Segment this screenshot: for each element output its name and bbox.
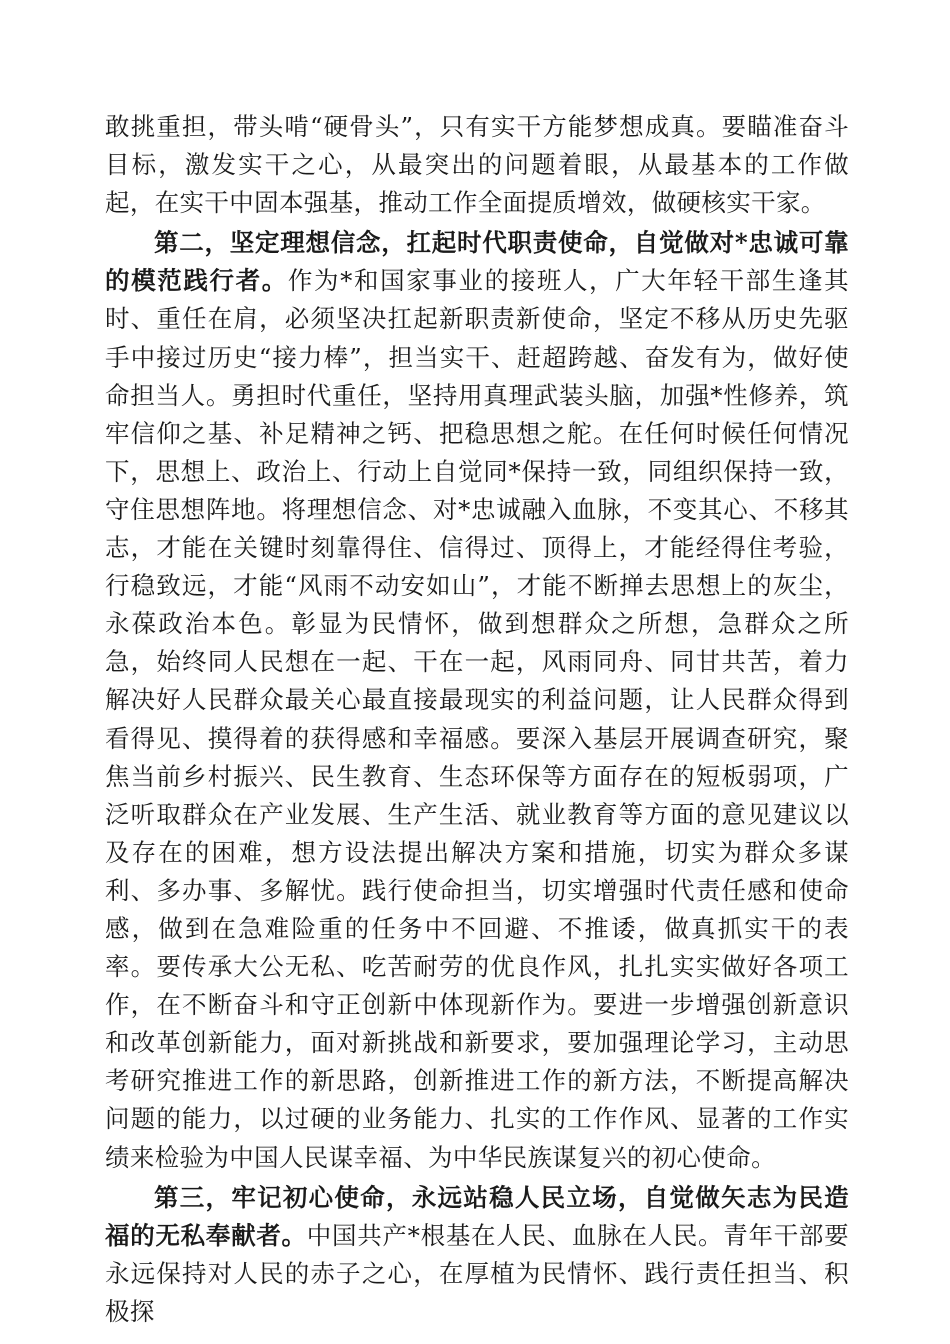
paragraph-body: 中国共产*根基在人民、血脉在人民。青年干部要永远保持对人民的赤子之心，在厚植为民情怀、践行责任担当、积极探	[105, 1220, 849, 1326]
paragraph-continuation	[105, 108, 849, 222]
paragraph-body: 敢挑重担，带头啃“硬骨头”，只有实干方能梦想成真。要瞄准奋斗目标，激发实干之心，从最突出的问题着眼，从最基本的工作做起，在实干中固本强基，推动工作全面提质增效，做硬核实干家。	[105, 112, 849, 218]
paragraph-heading: 第二，坚定理想信念，扛起时代职责使命，自觉做对*忠诚可靠的模范践行者。	[105, 228, 849, 296]
paragraph-third-point	[105, 1179, 849, 1331]
paragraph-heading: 第三，牢记初心使命，永远站稳人民立场，自觉做矢志为民造福的无私奉献者。	[105, 1182, 849, 1250]
document-body	[105, 108, 849, 1331]
paragraph-second-point	[105, 224, 849, 1176]
paragraph-body: 作为*和国家事业的接班人，广大年轻干部生逢其时、重任在肩，必须坚决扛起新职责新使命，坚定不移从历史先驱手中接过历史“接力棒”，担当实干、赶超跨越、奋发有为，做好使命担当人。勇担时代重任，坚持用真理武装头脑，加强*性修养，筑牢信仰之基、补足精神之钙、把稳思想之舵。在任何时候任何情况下，思想上、政治上、行动上自觉同*保持一致，同组织保持一致，守住思想阵地。将理想信念、对*忠诚融入血脉，不变其心、不移其志，才能在关键时刻靠得住、信得过、顶得上，才能经得住考验，行稳致远，才能“风雨不动安如山”，才能不断掸去思想上的灰尘，永葆政治本色。彰显为民情怀，做到想群众之所想，急群众之所急，始终同人民想在一起、干在一起，风雨同舟、同甘共苦，着力解决好人民群众最关心最直接最现实的利益问题，让人民群众得到看得见、摸得着的获得感和幸福感。要深入基层开展调查研究，聚焦当前乡村振兴、民生教育、生态环保等方面存在的短板弱项，广泛听取群众在产业发展、生产生活、就业教育等方面的意见建议以及存在的困难，想方设法提出解决方案和措施，切实为群众多谋利、多办事、多解忧。践行使命担当，切实增强时代责任感和使命感，做到在急难险重的任务中不回避、不推诿，做真抓实干的表率。要传承大公无私、吃苦耐劳的优良作风，扎扎实实做好各项工作，在不断奋斗和守正创新中体现新作为。要进一步增强创新意识和改革创新能力，面对新挑战和新要求，要加强理论学习，主动思考研究推进工作的新思路，创新推进工作的新方法，不断提高解决问题的能力，以过硬的业务能力、扎实的工作作风、显著的工作实绩来检验为中国人民谋幸福、为中华民族谋复兴的初心使命。	[105, 266, 850, 1172]
